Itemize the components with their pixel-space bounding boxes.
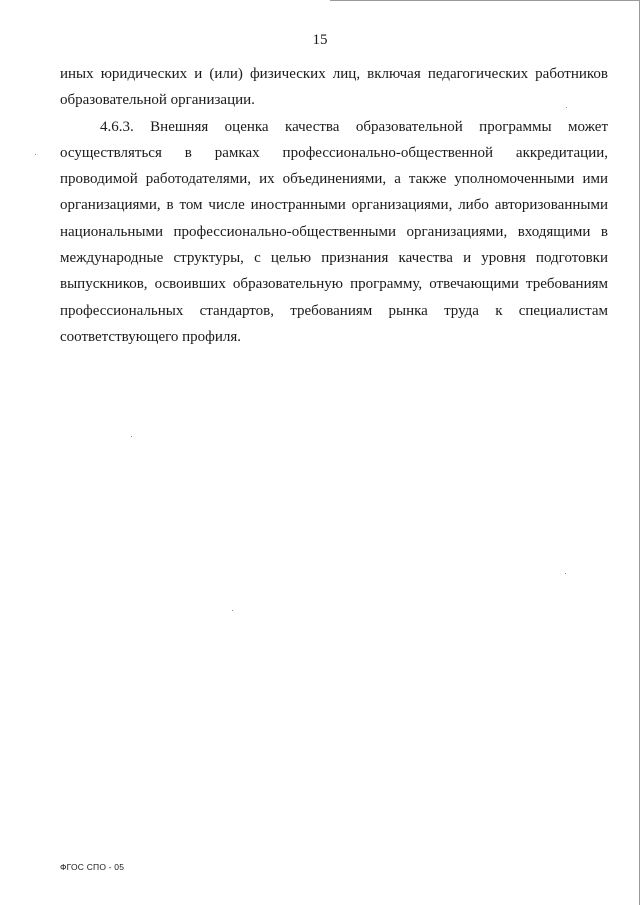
footer-code: ФГОС СПО - 05: [60, 862, 125, 872]
paragraph-continuation: иных юридических и (или) физических лиц, включая педагогических работников образовательной организации.: [60, 66, 608, 109]
scan-top-edge: [330, 0, 640, 1]
paragraph-4-6-3: 4.6.3. Внешняя оценка качества образовательной программы может осуществляться в рамках профессионально-общественной аккредитации, проводимой работодателями, их объединениями, а также уполномоченными ими организациями, в том числе иностранными организациями, либо авторизованными национальными профессионально-общественными организациями, входящими в международные структуры, с целью признания качества и уровня подготовки выпускников, освоивших образовательную программу, отвечающими требованиям профессиональных стандартов, требованиям рынка труда к специалистам соответствующего профиля.: [60, 118, 608, 345]
scan-speck: [565, 573, 566, 574]
scan-speck: [131, 436, 132, 437]
page-number: 15: [312, 32, 328, 48]
scan-speck: [35, 154, 36, 155]
scan-speck: [566, 107, 567, 108]
document-body: [60, 61, 608, 350]
scan-speck: [232, 610, 233, 611]
